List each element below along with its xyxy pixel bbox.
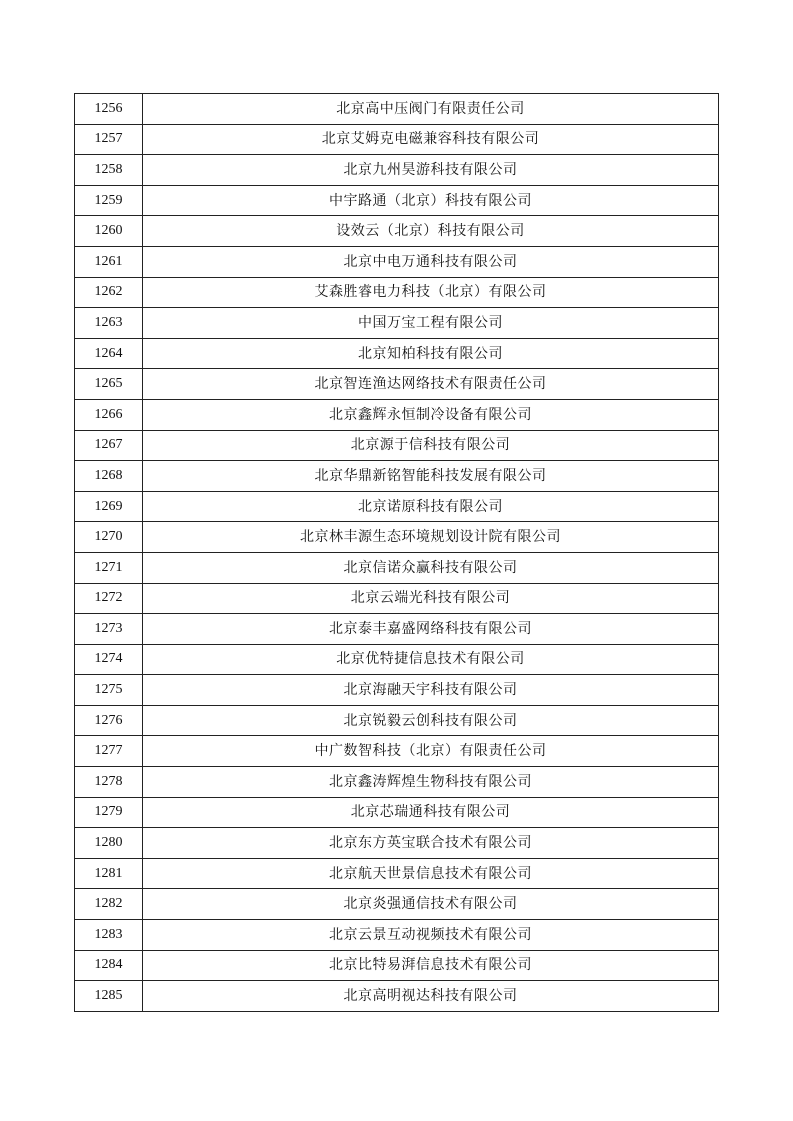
row-number: 1278 [75, 767, 143, 798]
row-number: 1266 [75, 399, 143, 430]
table-row [75, 705, 719, 736]
table-row [75, 338, 719, 369]
company-name: 艾森胜睿电力科技（北京）有限公司 [143, 277, 719, 308]
row-number: 1271 [75, 552, 143, 583]
table-row [75, 155, 719, 186]
company-name: 北京高明视达科技有限公司 [143, 981, 719, 1012]
company-name: 北京东方英宝联合技术有限公司 [143, 828, 719, 859]
company-name: 北京智连渔达网络技术有限责任公司 [143, 369, 719, 400]
table-row [75, 185, 719, 216]
table-row [75, 920, 719, 951]
table-row [75, 675, 719, 706]
company-name: 北京知柏科技有限公司 [143, 338, 719, 369]
table-row [75, 797, 719, 828]
row-number: 1282 [75, 889, 143, 920]
table-row [75, 889, 719, 920]
table-row [75, 644, 719, 675]
row-number: 1258 [75, 155, 143, 186]
row-number: 1273 [75, 614, 143, 645]
table-row [75, 94, 719, 125]
company-name: 北京芯瑞通科技有限公司 [143, 797, 719, 828]
row-number: 1280 [75, 828, 143, 859]
company-list-table [74, 93, 719, 1012]
company-name: 北京林丰源生态环境规划设计院有限公司 [143, 522, 719, 553]
table-row [75, 308, 719, 339]
company-name: 北京高中压阀门有限责任公司 [143, 94, 719, 125]
row-number: 1260 [75, 216, 143, 247]
table-row [75, 522, 719, 553]
table-row [75, 246, 719, 277]
company-name: 北京九州昊游科技有限公司 [143, 155, 719, 186]
company-name: 北京优特捷信息技术有限公司 [143, 644, 719, 675]
table-row [75, 216, 719, 247]
row-number: 1276 [75, 705, 143, 736]
table-row [75, 461, 719, 492]
company-name: 北京源于信科技有限公司 [143, 430, 719, 461]
row-number: 1263 [75, 308, 143, 339]
row-number: 1259 [75, 185, 143, 216]
table-row [75, 583, 719, 614]
company-name: 北京海融天宇科技有限公司 [143, 675, 719, 706]
row-number: 1272 [75, 583, 143, 614]
row-number: 1256 [75, 94, 143, 125]
company-name: 北京诺原科技有限公司 [143, 491, 719, 522]
table-row [75, 552, 719, 583]
row-number: 1277 [75, 736, 143, 767]
table-row [75, 430, 719, 461]
table-body [75, 94, 719, 1012]
row-number: 1279 [75, 797, 143, 828]
row-number: 1269 [75, 491, 143, 522]
company-name: 北京鑫涛辉煌生物科技有限公司 [143, 767, 719, 798]
row-number: 1281 [75, 858, 143, 889]
row-number: 1265 [75, 369, 143, 400]
table-row [75, 828, 719, 859]
company-name: 北京中电万通科技有限公司 [143, 246, 719, 277]
row-number: 1284 [75, 950, 143, 981]
row-number: 1262 [75, 277, 143, 308]
company-name: 北京泰丰嘉盛网络科技有限公司 [143, 614, 719, 645]
company-name: 北京锐毅云创科技有限公司 [143, 705, 719, 736]
company-name: 中广数智科技（北京）有限责任公司 [143, 736, 719, 767]
table-row [75, 277, 719, 308]
row-number: 1264 [75, 338, 143, 369]
row-number: 1268 [75, 461, 143, 492]
table-row [75, 950, 719, 981]
company-name: 北京航天世景信息技术有限公司 [143, 858, 719, 889]
row-number: 1257 [75, 124, 143, 155]
row-number: 1267 [75, 430, 143, 461]
table-row [75, 124, 719, 155]
company-name: 北京华鼎新铭智能科技发展有限公司 [143, 461, 719, 492]
row-number: 1275 [75, 675, 143, 706]
company-name: 北京云端光科技有限公司 [143, 583, 719, 614]
company-name: 中国万宝工程有限公司 [143, 308, 719, 339]
table-row [75, 399, 719, 430]
company-name: 北京炎强通信技术有限公司 [143, 889, 719, 920]
company-name: 北京云景互动视频技术有限公司 [143, 920, 719, 951]
row-number: 1285 [75, 981, 143, 1012]
company-name: 北京比特易湃信息技术有限公司 [143, 950, 719, 981]
company-name: 北京鑫辉永恒制冷设备有限公司 [143, 399, 719, 430]
table-row [75, 614, 719, 645]
company-name: 北京艾姆克电磁兼容科技有限公司 [143, 124, 719, 155]
table-row [75, 981, 719, 1012]
company-name: 中宇路通（北京）科技有限公司 [143, 185, 719, 216]
row-number: 1274 [75, 644, 143, 675]
table-row [75, 736, 719, 767]
table-row [75, 858, 719, 889]
table-row [75, 491, 719, 522]
row-number: 1261 [75, 246, 143, 277]
table-row [75, 767, 719, 798]
company-name: 北京信诺众赢科技有限公司 [143, 552, 719, 583]
row-number: 1283 [75, 920, 143, 951]
row-number: 1270 [75, 522, 143, 553]
company-name: 设效云（北京）科技有限公司 [143, 216, 719, 247]
table-row [75, 369, 719, 400]
